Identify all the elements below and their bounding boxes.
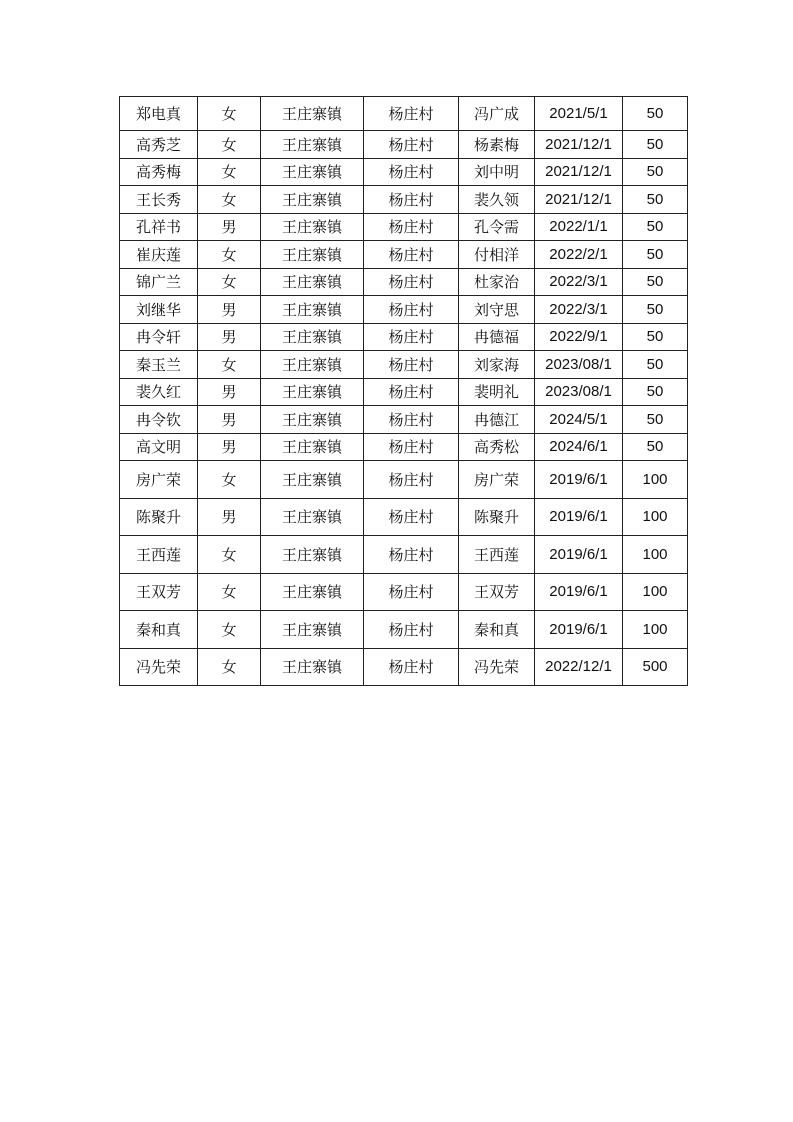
amount-cell: 100 <box>623 536 688 574</box>
table-row <box>120 323 688 351</box>
name-cell: 锦广兰 <box>120 268 198 296</box>
representative-cell: 孔令需 <box>459 213 535 241</box>
roster-table <box>119 96 688 686</box>
gender-cell: 女 <box>198 158 261 186</box>
gender-cell: 女 <box>198 351 261 379</box>
village-cell: 杨庄村 <box>364 611 459 649</box>
village-cell: 杨庄村 <box>364 323 459 351</box>
table-row <box>120 158 688 186</box>
date-cell: 2019/6/1 <box>535 573 623 611</box>
date-cell: 2021/5/1 <box>535 97 623 131</box>
date-cell: 2022/3/1 <box>535 268 623 296</box>
amount-cell: 50 <box>623 351 688 379</box>
amount-cell: 50 <box>623 268 688 296</box>
date-cell: 2019/6/1 <box>535 461 623 499</box>
gender-cell: 女 <box>198 268 261 296</box>
name-cell: 王西莲 <box>120 536 198 574</box>
amount-cell: 50 <box>623 296 688 324</box>
town-cell: 王庄寨镇 <box>261 351 364 379</box>
table-row <box>120 433 688 461</box>
name-cell: 孔祥书 <box>120 213 198 241</box>
amount-cell: 50 <box>623 323 688 351</box>
representative-cell: 付相洋 <box>459 241 535 269</box>
village-cell: 杨庄村 <box>364 406 459 434</box>
village-cell: 杨庄村 <box>364 378 459 406</box>
date-cell: 2022/9/1 <box>535 323 623 351</box>
town-cell: 王庄寨镇 <box>261 296 364 324</box>
gender-cell: 男 <box>198 213 261 241</box>
representative-cell: 秦和真 <box>459 611 535 649</box>
representative-cell: 杜家治 <box>459 268 535 296</box>
town-cell: 王庄寨镇 <box>261 97 364 131</box>
name-cell: 秦和真 <box>120 611 198 649</box>
village-cell: 杨庄村 <box>364 536 459 574</box>
representative-cell: 陈聚升 <box>459 498 535 536</box>
village-cell: 杨庄村 <box>364 498 459 536</box>
amount-cell: 500 <box>623 648 688 686</box>
name-cell: 崔庆莲 <box>120 241 198 269</box>
town-cell: 王庄寨镇 <box>261 131 364 159</box>
representative-cell: 刘守思 <box>459 296 535 324</box>
gender-cell: 女 <box>198 573 261 611</box>
representative-cell: 冉德福 <box>459 323 535 351</box>
table-row <box>120 241 688 269</box>
gender-cell: 男 <box>198 296 261 324</box>
date-cell: 2022/1/1 <box>535 213 623 241</box>
town-cell: 王庄寨镇 <box>261 573 364 611</box>
name-cell: 高秀芝 <box>120 131 198 159</box>
table-row <box>120 536 688 574</box>
name-cell: 高秀梅 <box>120 158 198 186</box>
amount-cell: 100 <box>623 611 688 649</box>
village-cell: 杨庄村 <box>364 131 459 159</box>
village-cell: 杨庄村 <box>364 186 459 214</box>
town-cell: 王庄寨镇 <box>261 323 364 351</box>
village-cell: 杨庄村 <box>364 573 459 611</box>
village-cell: 杨庄村 <box>364 296 459 324</box>
representative-cell: 冯广成 <box>459 97 535 131</box>
gender-cell: 女 <box>198 536 261 574</box>
gender-cell: 女 <box>198 241 261 269</box>
village-cell: 杨庄村 <box>364 351 459 379</box>
gender-cell: 女 <box>198 648 261 686</box>
date-cell: 2021/12/1 <box>535 131 623 159</box>
table-row <box>120 268 688 296</box>
town-cell: 王庄寨镇 <box>261 268 364 296</box>
name-cell: 高文明 <box>120 433 198 461</box>
representative-cell: 裴明礼 <box>459 378 535 406</box>
representative-cell: 冯先荣 <box>459 648 535 686</box>
amount-cell: 100 <box>623 498 688 536</box>
village-cell: 杨庄村 <box>364 97 459 131</box>
town-cell: 王庄寨镇 <box>261 433 364 461</box>
representative-cell: 王双芳 <box>459 573 535 611</box>
table-row <box>120 611 688 649</box>
gender-cell: 女 <box>198 611 261 649</box>
roster-table-body <box>120 97 688 686</box>
gender-cell: 男 <box>198 433 261 461</box>
town-cell: 王庄寨镇 <box>261 213 364 241</box>
date-cell: 2023/08/1 <box>535 351 623 379</box>
representative-cell: 杨素梅 <box>459 131 535 159</box>
date-cell: 2019/6/1 <box>535 611 623 649</box>
amount-cell: 50 <box>623 97 688 131</box>
town-cell: 王庄寨镇 <box>261 536 364 574</box>
table-row <box>120 378 688 406</box>
representative-cell: 冉德江 <box>459 406 535 434</box>
town-cell: 王庄寨镇 <box>261 241 364 269</box>
table-row <box>120 131 688 159</box>
date-cell: 2024/5/1 <box>535 406 623 434</box>
name-cell: 冉令钦 <box>120 406 198 434</box>
table-row <box>120 648 688 686</box>
gender-cell: 女 <box>198 97 261 131</box>
village-cell: 杨庄村 <box>364 433 459 461</box>
representative-cell: 王西莲 <box>459 536 535 574</box>
representative-cell: 刘中明 <box>459 158 535 186</box>
town-cell: 王庄寨镇 <box>261 406 364 434</box>
name-cell: 房广荣 <box>120 461 198 499</box>
name-cell: 冉令轩 <box>120 323 198 351</box>
name-cell: 陈聚升 <box>120 498 198 536</box>
name-cell: 裴久红 <box>120 378 198 406</box>
village-cell: 杨庄村 <box>364 213 459 241</box>
date-cell: 2019/6/1 <box>535 498 623 536</box>
town-cell: 王庄寨镇 <box>261 648 364 686</box>
table-row <box>120 498 688 536</box>
amount-cell: 50 <box>623 241 688 269</box>
date-cell: 2022/3/1 <box>535 296 623 324</box>
town-cell: 王庄寨镇 <box>261 158 364 186</box>
gender-cell: 男 <box>198 323 261 351</box>
representative-cell: 高秀松 <box>459 433 535 461</box>
gender-cell: 女 <box>198 186 261 214</box>
town-cell: 王庄寨镇 <box>261 461 364 499</box>
date-cell: 2019/6/1 <box>535 536 623 574</box>
name-cell: 王长秀 <box>120 186 198 214</box>
table-row <box>120 97 688 131</box>
village-cell: 杨庄村 <box>364 648 459 686</box>
table-row <box>120 461 688 499</box>
table-row <box>120 573 688 611</box>
table-row <box>120 296 688 324</box>
name-cell: 刘继华 <box>120 296 198 324</box>
town-cell: 王庄寨镇 <box>261 186 364 214</box>
date-cell: 2021/12/1 <box>535 158 623 186</box>
gender-cell: 男 <box>198 406 261 434</box>
table-row <box>120 186 688 214</box>
name-cell: 冯先荣 <box>120 648 198 686</box>
table-row <box>120 351 688 379</box>
amount-cell: 50 <box>623 131 688 159</box>
gender-cell: 男 <box>198 498 261 536</box>
village-cell: 杨庄村 <box>364 241 459 269</box>
name-cell: 郑电真 <box>120 97 198 131</box>
gender-cell: 女 <box>198 131 261 159</box>
name-cell: 王双芳 <box>120 573 198 611</box>
gender-cell: 女 <box>198 461 261 499</box>
date-cell: 2021/12/1 <box>535 186 623 214</box>
amount-cell: 50 <box>623 213 688 241</box>
representative-cell: 房广荣 <box>459 461 535 499</box>
amount-cell: 100 <box>623 461 688 499</box>
town-cell: 王庄寨镇 <box>261 378 364 406</box>
amount-cell: 50 <box>623 186 688 214</box>
representative-cell: 刘家海 <box>459 351 535 379</box>
gender-cell: 男 <box>198 378 261 406</box>
amount-cell: 50 <box>623 433 688 461</box>
date-cell: 2022/2/1 <box>535 241 623 269</box>
village-cell: 杨庄村 <box>364 158 459 186</box>
representative-cell: 裴久领 <box>459 186 535 214</box>
town-cell: 王庄寨镇 <box>261 611 364 649</box>
amount-cell: 50 <box>623 158 688 186</box>
table-row <box>120 213 688 241</box>
town-cell: 王庄寨镇 <box>261 498 364 536</box>
date-cell: 2024/6/1 <box>535 433 623 461</box>
date-cell: 2023/08/1 <box>535 378 623 406</box>
name-cell: 秦玉兰 <box>120 351 198 379</box>
amount-cell: 50 <box>623 406 688 434</box>
village-cell: 杨庄村 <box>364 268 459 296</box>
date-cell: 2022/12/1 <box>535 648 623 686</box>
amount-cell: 50 <box>623 378 688 406</box>
village-cell: 杨庄村 <box>364 461 459 499</box>
table-row <box>120 406 688 434</box>
amount-cell: 100 <box>623 573 688 611</box>
